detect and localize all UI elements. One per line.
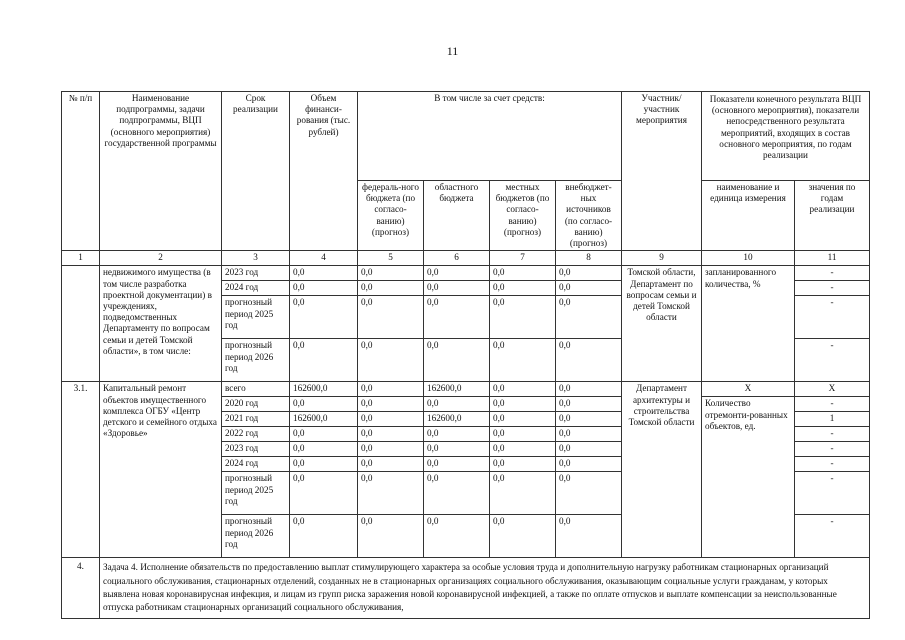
amount-cell: 0,0	[556, 412, 622, 427]
indicator-value-cell: 1	[795, 412, 870, 427]
indicator-value-cell: -	[795, 442, 870, 457]
amount-cell: 0,0	[556, 281, 622, 296]
measure-name: недвижимого имущества (в том числе разработка проектной документации) в учреждениях, подведомственных Департаменту по вопросам семьи и детей Томской области», в том числе:	[100, 266, 222, 382]
amount-cell: 0,0	[358, 339, 424, 382]
amount-cell: 0,0	[556, 266, 622, 281]
indicator-value-cell: -	[795, 472, 870, 515]
amount-cell: 0,0	[290, 442, 358, 457]
task4-text: Задача 4. Исполнение обязательств по предоставлению выплат стимулирующего характера за особые условия труда и дополнительную нагрузку работникам стационарных организаций социального обслуживания, стационарных отделений, созданных не в стационарных организациях социального обслуживания, оказывающим социальные услуги гражданам, у которых выявлена новая коронавирусная инфекция, и лицам из групп риска заражения новой коронавирусной инфекцией, а также по оплате отпусков и выплате компенсации за неиспользованные отпуска работникам стационарных организаций социального обслуживания,	[100, 558, 870, 618]
amount-cell: 0,0	[556, 457, 622, 472]
amount-cell: 0,0	[556, 382, 622, 397]
amount-cell: 0,0	[490, 442, 556, 457]
period-cell: 2023 год	[222, 266, 290, 281]
amount-cell: 0,0	[490, 296, 556, 339]
period-cell: всего	[222, 382, 290, 397]
amount-cell: 0,0	[490, 515, 556, 558]
amount-cell: 0,0	[556, 515, 622, 558]
amount-cell: 0,0	[290, 457, 358, 472]
header-sources-group: В том числе за счет средств:	[358, 92, 622, 181]
column-number-cell: 10	[702, 251, 795, 266]
column-number-cell: 3	[222, 251, 290, 266]
amount-cell: 0,0	[424, 339, 490, 382]
amount-cell: 0,0	[358, 397, 424, 412]
column-number-cell: 2	[100, 251, 222, 266]
amount-cell: 0,0	[358, 382, 424, 397]
indicator-value-cell: -	[795, 457, 870, 472]
amount-cell: 162600,0	[424, 412, 490, 427]
amount-cell: 0,0	[358, 296, 424, 339]
header-local: местных бюджетов (по согласо-ванию) (прогноз)	[490, 181, 556, 251]
block1	[62, 266, 870, 382]
period-cell: 2020 год	[222, 397, 290, 412]
amount-cell: 0,0	[490, 472, 556, 515]
amount-cell: 0,0	[290, 266, 358, 281]
measure-name: Капитальный ремонт объектов имущественного комплекса ОГБУ «Центр детского и семейного отдыха «Здоровье»	[100, 382, 222, 558]
column-number-cell: 1	[62, 251, 100, 266]
amount-cell: 0,0	[556, 296, 622, 339]
task4-number: 4.	[62, 558, 100, 618]
amount-cell: 0,0	[424, 296, 490, 339]
table-row	[62, 266, 870, 281]
indicator-value-cell: -	[795, 266, 870, 281]
amount-cell: 0,0	[358, 457, 424, 472]
amount-cell: 0,0	[556, 427, 622, 442]
indicator-value-cell: -	[795, 339, 870, 382]
period-cell: 2021 год	[222, 412, 290, 427]
header-name: Наименование подпрограммы, задачи подпрограммы, ВЦП (основного мероприятия) государственной программы	[100, 92, 222, 251]
task4-row	[62, 558, 870, 618]
header-period: Срок реализации	[222, 92, 290, 251]
amount-cell: 0,0	[490, 412, 556, 427]
amount-cell: 0,0	[490, 382, 556, 397]
column-number-cell: 8	[556, 251, 622, 266]
amount-cell: 0,0	[424, 266, 490, 281]
column-number-cell: 4	[290, 251, 358, 266]
amount-cell: 0,0	[424, 515, 490, 558]
header-extrabudget: внебюджет-ных источников (по согласо-ванию) (прогноз)	[556, 181, 622, 251]
block2	[62, 382, 870, 558]
amount-cell: 0,0	[424, 397, 490, 412]
page-number: 11	[446, 44, 459, 58]
amount-cell: 0,0	[290, 397, 358, 412]
amount-cell: 0,0	[556, 339, 622, 382]
amount-cell: 0,0	[358, 266, 424, 281]
amount-cell: 0,0	[290, 281, 358, 296]
column-number-cell: 5	[358, 251, 424, 266]
period-cell: 2024 год	[222, 281, 290, 296]
amount-cell: 0,0	[556, 472, 622, 515]
period-cell: 2023 год	[222, 442, 290, 457]
amount-cell: 0,0	[358, 427, 424, 442]
header-participant: Участник/ участник мероприятия	[622, 92, 702, 251]
amount-cell: 0,0	[358, 281, 424, 296]
amount-cell: 0,0	[424, 281, 490, 296]
row-number-cell: 3.1.	[62, 382, 100, 558]
indicator-value-cell: -	[795, 515, 870, 558]
indicator-name-cell: запланированного количества, %	[702, 266, 795, 382]
amount-cell: 0,0	[490, 457, 556, 472]
column-number-cell: 7	[490, 251, 556, 266]
amount-cell: 0,0	[290, 472, 358, 515]
period-cell: прогнозный период 2025 год	[222, 296, 290, 339]
participant-cell: Департамент архитектуры и строительства Томской области	[622, 382, 702, 558]
amount-cell: 0,0	[358, 442, 424, 457]
amount-cell: 0,0	[290, 296, 358, 339]
header-number: № п/п	[62, 92, 100, 251]
amount-cell: 0,0	[490, 427, 556, 442]
program-table	[61, 91, 870, 619]
column-number-cell: 9	[622, 251, 702, 266]
amount-cell: 0,0	[424, 442, 490, 457]
indicator-value-cell: -	[795, 397, 870, 412]
row-number-cell	[62, 266, 100, 382]
indicator-name-cell: Количество отремонти-рованных объектов, ед.	[702, 397, 795, 558]
period-cell: прогнозный период 2025 год	[222, 472, 290, 515]
participant-cell: Томской области, Департамент по вопросам семьи и детей Томской области	[622, 266, 702, 382]
column-number-cell: 6	[424, 251, 490, 266]
indicator-value-cell: X	[795, 382, 870, 397]
amount-cell: 0,0	[358, 412, 424, 427]
amount-cell: 0,0	[424, 472, 490, 515]
column-number-cell: 11	[795, 251, 870, 266]
column-numbers-row	[62, 251, 870, 266]
header-indicator-values: значения по годам реализации	[795, 181, 870, 251]
header-indicator-name: наименование и единица измерения	[702, 181, 795, 251]
header-row-1	[62, 92, 870, 181]
amount-cell: 0,0	[556, 397, 622, 412]
amount-cell: 162600,0	[424, 382, 490, 397]
amount-cell: 0,0	[556, 442, 622, 457]
period-cell: прогнозный период 2026 год	[222, 515, 290, 558]
amount-cell: 162600,0	[290, 382, 358, 397]
period-cell: 2024 год	[222, 457, 290, 472]
amount-cell: 0,0	[424, 457, 490, 472]
amount-cell: 0,0	[358, 515, 424, 558]
amount-cell: 0,0	[290, 515, 358, 558]
indicator-value-cell: -	[795, 427, 870, 442]
amount-cell: 0,0	[490, 397, 556, 412]
amount-cell: 0,0	[358, 472, 424, 515]
amount-cell: 0,0	[490, 281, 556, 296]
period-cell: прогнозный период 2026 год	[222, 339, 290, 382]
amount-cell: 0,0	[490, 266, 556, 281]
header-regional: областного бюджета	[424, 181, 490, 251]
indicator-value-cell: -	[795, 281, 870, 296]
amount-cell: 0,0	[424, 427, 490, 442]
indicator-name-cell: X	[702, 382, 795, 397]
amount-cell: 0,0	[490, 339, 556, 382]
amount-cell: 0,0	[290, 339, 358, 382]
indicator-value-cell: -	[795, 296, 870, 339]
header-federal: федераль-ного бюджета (по согласо-ванию) (прогноз)	[358, 181, 424, 251]
table-row	[62, 382, 870, 397]
header-volume: Объем финанси-рования (тыс. рублей)	[290, 92, 358, 251]
period-cell: 2022 год	[222, 427, 290, 442]
header-indicators-group: Показатели конечного результата ВЦП (основного мероприятия), показатели непосредственного результата мероприятий, входящих в состав основного мероприятия, по годам реализации	[702, 92, 870, 181]
amount-cell: 0,0	[290, 427, 358, 442]
amount-cell: 162600,0	[290, 412, 358, 427]
